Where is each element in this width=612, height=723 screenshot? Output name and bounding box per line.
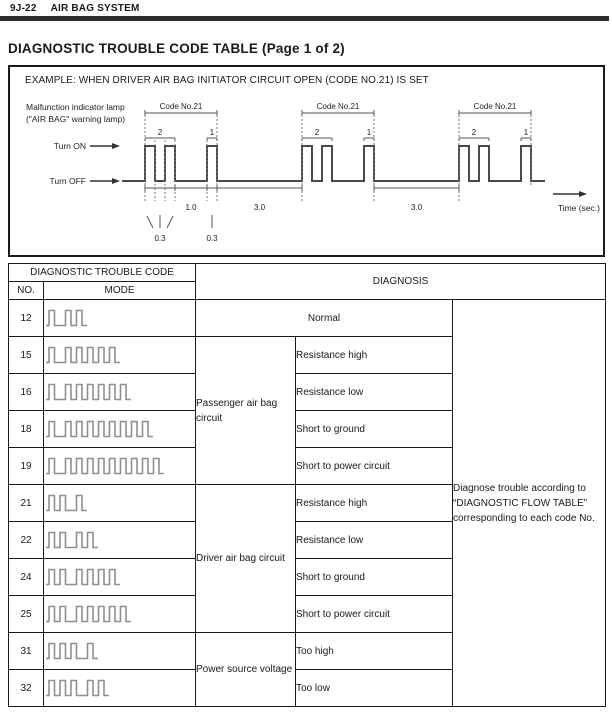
- svg-text:3.0: 3.0: [253, 203, 266, 212]
- dtc-diagnosis-cell: Resistance high: [296, 337, 453, 374]
- dtc-diagnosis-cell: Short to power circuit: [296, 596, 453, 633]
- dtc-group-cell: Passenger air bag circuit: [196, 337, 296, 485]
- svg-text:Code No.21: Code No.21: [159, 102, 203, 111]
- col-header-diagnosis: DIAGNOSIS: [196, 264, 606, 300]
- dtc-diagnosis-cell: Resistance low: [296, 374, 453, 411]
- col-header-mode: MODE: [44, 282, 196, 300]
- dtc-no-cell: 21: [9, 485, 44, 522]
- dtc-mode-cell: [44, 485, 196, 522]
- dtc-no-cell: 31: [9, 633, 44, 670]
- dtc-diagnosis-cell: Short to ground: [296, 411, 453, 448]
- mode-waveform-icon: [44, 564, 122, 590]
- dtc-diagnosis-cell: Too high: [296, 633, 453, 670]
- dtc-mode-cell: [44, 596, 196, 633]
- svg-text:Turn OFF: Turn OFF: [49, 176, 86, 186]
- dtc-no-cell: 24: [9, 559, 44, 596]
- example-box: [8, 65, 605, 257]
- svg-text:Malfunction indicator lamp: Malfunction indicator lamp: [26, 102, 125, 112]
- mode-waveform-icon: [44, 675, 111, 701]
- svg-text:3.0: 3.0: [410, 203, 423, 212]
- dtc-row-12: [9, 300, 606, 337]
- dtc-diagnosis-cell: Normal: [196, 300, 453, 337]
- svg-text:1: 1: [209, 128, 215, 137]
- header-rule: [0, 16, 609, 21]
- dtc-mode-cell: [44, 522, 196, 559]
- svg-text:0.3: 0.3: [206, 234, 218, 243]
- mode-waveform-icon: [44, 416, 155, 442]
- dtc-no-cell: 22: [9, 522, 44, 559]
- svg-text:1: 1: [366, 128, 372, 137]
- example-caption: EXAMPLE: WHEN DRIVER AIR BAG INITIATOR CIRCUIT OPEN (CODE NO.21) IS SET: [25, 75, 429, 86]
- dtc-no-cell: 25: [9, 596, 44, 633]
- svg-text:2: 2: [314, 128, 320, 137]
- dtc-no-cell: 19: [9, 448, 44, 485]
- dtc-group-cell: Driver air bag circuit: [196, 485, 296, 633]
- svg-text:Time (sec.): Time (sec.): [557, 203, 600, 213]
- dtc-mode-cell: [44, 448, 196, 485]
- mode-waveform-icon: [44, 305, 89, 331]
- dtc-no-cell: 18: [9, 411, 44, 448]
- svg-text:1: 1: [523, 128, 529, 137]
- svg-text:("AIR BAG" warning lamp): ("AIR BAG" warning lamp): [26, 114, 126, 124]
- svg-text:Code No.21: Code No.21: [473, 102, 517, 111]
- dtc-diagnosis-cell: Short to ground: [296, 559, 453, 596]
- dtc-diagnosis-cell: Too low: [296, 670, 453, 707]
- section-title: AIR BAG SYSTEM: [50, 3, 140, 14]
- svg-text:Turn ON: Turn ON: [53, 141, 86, 151]
- diagnostic-trouble-code-table: [8, 263, 606, 707]
- col-header-trouble-code: DIAGNOSTIC TROUBLE CODE: [9, 264, 196, 282]
- dtc-group-cell: Power source voltage: [196, 633, 296, 707]
- dtc-mode-cell: [44, 633, 196, 670]
- svg-text:1.0: 1.0: [185, 203, 197, 212]
- mode-waveform-icon: [44, 527, 100, 553]
- dtc-mode-cell: [44, 337, 196, 374]
- dtc-diagnosis-cell: Resistance high: [296, 485, 453, 522]
- dtc-diagnosis-cell: Resistance low: [296, 522, 453, 559]
- dtc-no-cell: 32: [9, 670, 44, 707]
- dtc-diagnosis-cell: Short to power circuit: [296, 448, 453, 485]
- dtc-no-cell: 16: [9, 374, 44, 411]
- diagnosis-note-cell: Diagnose trouble according to “DIAGNOSTIC FLOW TABLE” corresponding to each code No.: [453, 300, 606, 707]
- col-header-no: NO.: [9, 282, 44, 300]
- page-title: DIAGNOSTIC TROUBLE CODE TABLE (Page 1 of 2): [8, 41, 345, 56]
- dtc-mode-cell: [44, 559, 196, 596]
- svg-text:Code No.21: Code No.21: [316, 102, 360, 111]
- dtc-mode-cell: [44, 374, 196, 411]
- dtc-no-cell: 15: [9, 337, 44, 374]
- dtc-mode-cell: [44, 411, 196, 448]
- mode-waveform-icon: [44, 379, 133, 405]
- example-waveform-diagram: [10, 90, 607, 250]
- svg-text:2: 2: [157, 128, 163, 137]
- section-code: 9J-22: [10, 3, 37, 14]
- mode-waveform-icon: [44, 453, 166, 479]
- dtc-no-cell: 12: [9, 300, 44, 337]
- running-header: [0, 0, 612, 14]
- mode-waveform-icon: [44, 638, 100, 664]
- dtc-mode-cell: [44, 300, 196, 337]
- svg-text:2: 2: [471, 128, 477, 137]
- dtc-mode-cell: [44, 670, 196, 707]
- mode-waveform-icon: [44, 342, 122, 368]
- mode-waveform-icon: [44, 490, 89, 516]
- svg-text:0.3: 0.3: [154, 234, 166, 243]
- mode-waveform-icon: [44, 601, 133, 627]
